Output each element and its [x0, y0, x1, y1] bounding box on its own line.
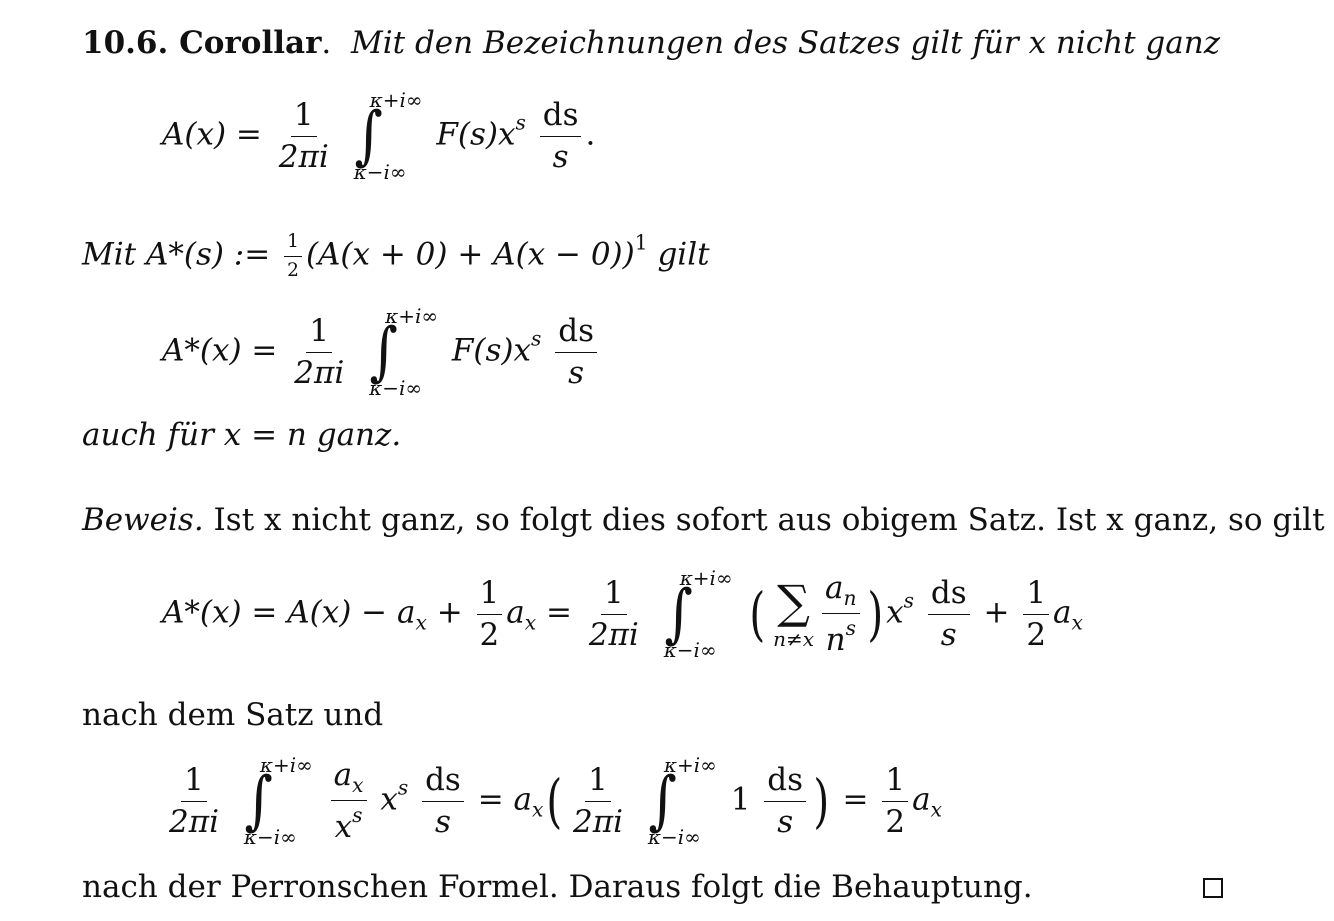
fraction-ds-s: [555, 312, 597, 391]
frac-den: s: [434, 803, 451, 840]
fraction-1-2pii: [291, 312, 347, 391]
frac-num: 1: [284, 232, 302, 257]
footnote-marker: 1: [634, 230, 648, 255]
equals-sign: =: [477, 781, 504, 818]
frac-den: 2πi: [169, 803, 220, 840]
exponent: s: [903, 588, 914, 613]
integral-upper-limit: κ+i∞: [259, 753, 313, 777]
proof-text: Ist x nicht ganz, so folgt dies sofort aus obigem Satz. Ist x ganz, so gilt: [213, 502, 1325, 538]
formula-lhs: A(x) =: [162, 116, 262, 153]
frac-num: 1: [477, 577, 503, 615]
subscript: x: [532, 797, 544, 822]
right-paren: ): [866, 580, 883, 648]
formula-proof-sum: [162, 568, 1083, 660]
integrand: F(s)x: [436, 116, 516, 153]
final-line: nach der Perronschen Formel. Daraus folgt die Behauptung.: [82, 869, 1033, 905]
mit-line: [82, 232, 710, 280]
integral-sign: [363, 306, 438, 398]
frac-num: ds: [555, 315, 597, 353]
corollary-statement: Mit den Bezeichnungen des Satzes gilt für x nicht ganz: [350, 25, 1221, 61]
frac-den: 2πi: [294, 354, 345, 391]
fraction-half: [1023, 574, 1049, 653]
frac-den: s: [777, 803, 794, 840]
frac-den: s: [568, 354, 585, 391]
formula-end-period: .: [585, 116, 596, 153]
right-paren: ): [813, 767, 830, 835]
plus-sign: +: [983, 594, 1010, 631]
integral-sign: [658, 568, 733, 660]
frac-den: 2: [1026, 616, 1047, 653]
frac-num: ds: [764, 764, 806, 802]
equals-sign: =: [545, 594, 572, 631]
integral-lower-limit: κ−i∞: [243, 825, 297, 849]
integral-lower-limit: κ−i∞: [663, 638, 717, 662]
frac-den: 2πi: [573, 803, 624, 840]
fraction-ax-xs: [331, 756, 367, 845]
subscript: x: [524, 610, 537, 635]
frac-num: 1: [1023, 577, 1049, 615]
frac-num: 1: [585, 764, 611, 802]
integral-lower-limit: κ−i∞: [353, 160, 407, 184]
sum-lower-limit: n≠x: [773, 627, 815, 651]
integral-sign: [348, 90, 423, 182]
integral-symbol: ∫: [369, 315, 398, 389]
formula-lhs: A*(x) =: [162, 332, 278, 369]
plus-sign: +: [436, 594, 463, 631]
fraction-half: [882, 761, 908, 840]
frac-num: 1: [181, 764, 207, 802]
subscript: x: [1071, 610, 1083, 635]
fraction-half: [284, 232, 302, 280]
integral-lower-limit: κ−i∞: [369, 376, 423, 400]
a-x: a: [912, 781, 931, 818]
corollary-heading: 10.6. Corollar. Mit den Bezeichnungen des Satzes gilt für x nicht ganz: [82, 25, 1221, 61]
frac-num: ds: [928, 577, 970, 615]
left-paren: (: [546, 767, 563, 835]
fraction-ds-s: [422, 761, 464, 840]
fraction-1-2pii: [570, 761, 626, 840]
integrand: F(s)x: [451, 332, 532, 369]
subscript: x: [930, 797, 942, 822]
corollary-number: 10.6. Corollar: [82, 25, 322, 61]
qed-square-icon: [1203, 878, 1223, 898]
formula-perron-star: [162, 306, 601, 398]
x-power: x: [380, 781, 398, 818]
frac-num: $a_n$: [822, 572, 859, 614]
formula-perron: [162, 90, 595, 182]
sum-symbol: ∑: [777, 575, 810, 629]
auch-line: auch für x = n ganz.: [82, 417, 402, 453]
one: 1: [730, 781, 751, 818]
frac-den: s: [552, 138, 569, 175]
mit-body: (A(x + 0) + A(x − 0)): [305, 236, 635, 273]
frac-den: 2: [287, 259, 299, 281]
integral-symbol: ∫: [354, 99, 383, 173]
x-power: x: [886, 594, 904, 631]
integral-symbol: ∫: [244, 764, 273, 838]
integral-sign: [642, 755, 717, 847]
fraction-1-2pii: [276, 96, 332, 175]
formula-perron-one: [162, 755, 942, 847]
equals-sign: =: [842, 781, 869, 818]
frac-num: 1: [306, 315, 332, 353]
frac-num: 1: [291, 99, 317, 137]
a-x: a: [506, 594, 525, 631]
frac-den: s: [940, 616, 957, 653]
frac-num: 1: [601, 577, 627, 615]
integral-upper-limit: κ+i∞: [663, 753, 717, 777]
integral-lower-limit: κ−i∞: [647, 825, 701, 849]
fraction-an-ns: [822, 569, 859, 658]
frac-den: 2πi: [278, 138, 329, 175]
frac-den: 2: [479, 616, 500, 653]
formula-lhs: A*(x) = A(x) − a: [162, 594, 416, 631]
frac-den: $n^s$: [825, 615, 856, 658]
subscript: x: [415, 610, 427, 635]
left-paren: (: [749, 580, 766, 648]
fraction-ds-s: [764, 761, 806, 840]
fraction-half: [477, 574, 503, 653]
mit-end: gilt: [657, 236, 710, 273]
exponent: s: [397, 775, 409, 800]
frac-den: 2: [885, 803, 906, 840]
mit-start: Mit A*(s) :=: [82, 236, 271, 273]
fraction-1-2pii: [166, 761, 222, 840]
fraction-ds-s: [928, 574, 970, 653]
nach-satz-line: nach dem Satz und: [82, 697, 384, 733]
frac-num: ds: [540, 99, 582, 137]
frac-num: $a_x$: [331, 759, 367, 801]
a-x: a: [1053, 594, 1072, 631]
frac-num: 1: [882, 764, 908, 802]
frac-den: $x^s$: [334, 802, 363, 845]
integrand-exponent: s: [515, 110, 526, 135]
integral-upper-limit: κ+i∞: [679, 566, 733, 590]
integral-upper-limit: κ+i∞: [369, 88, 423, 112]
integrand-exponent: s: [531, 326, 542, 351]
fraction-1-2pii: [586, 574, 642, 653]
sum-sign: [773, 575, 815, 651]
proof-label: Beweis.: [82, 502, 204, 538]
integral-symbol: ∫: [648, 764, 677, 838]
integral-sign: [238, 755, 313, 847]
frac-num: ds: [422, 764, 464, 802]
proof-line: [82, 502, 1325, 538]
frac-den: 2πi: [588, 616, 639, 653]
fraction-ds-s: [540, 96, 582, 175]
integral-symbol: ∫: [664, 577, 693, 651]
integral-upper-limit: κ+i∞: [385, 304, 439, 328]
a-x: a: [513, 781, 533, 818]
